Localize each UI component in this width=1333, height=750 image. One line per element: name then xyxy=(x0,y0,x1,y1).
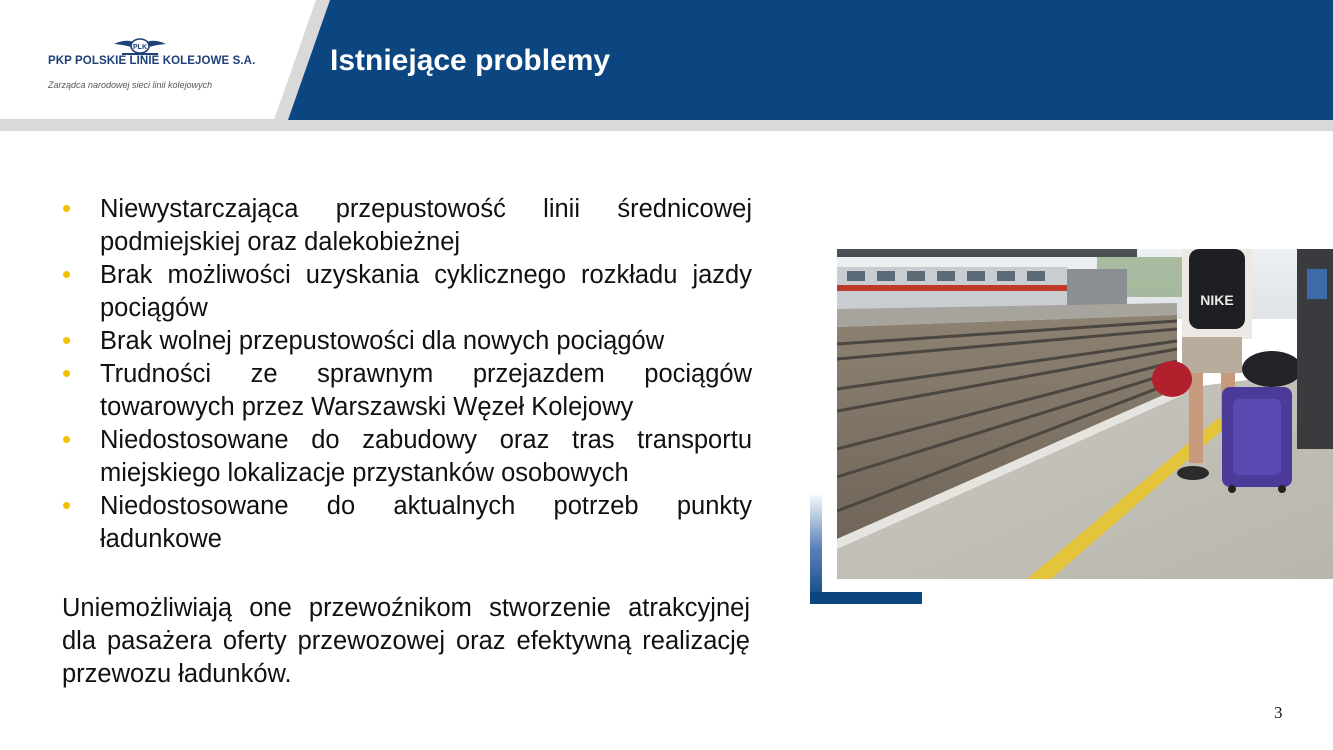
company-name: PKP POLSKIE LINIE KOLEJOWE S.A. xyxy=(48,55,256,67)
list-item-text: Trudności ze sprawnym przejazdem pociągów towarowych przez Warszawski Węzeł Kolejowy xyxy=(100,360,752,421)
header-gray-stripe xyxy=(0,119,1333,131)
problems-list xyxy=(62,193,752,556)
list-item-text: Niedostosowane do zabudowy oraz tras transportu miejskiego lokalizacje przystanków osobowych xyxy=(100,426,752,487)
bullet-icon: • xyxy=(62,325,72,355)
page-number: 3 xyxy=(1274,703,1283,722)
bullet-icon: • xyxy=(62,490,72,520)
list-item-text: Niedostosowane do aktualnych potrzeb punkty ładunkowe xyxy=(100,492,752,553)
page-title: Istniejące problemy xyxy=(330,44,611,77)
list-item-text: Niewystarczająca przepustowość linii średnicowej podmiejskiej oraz dalekobieżnej xyxy=(100,195,752,256)
list-item xyxy=(62,358,752,424)
list-item xyxy=(62,259,752,325)
emblem-text: PLK xyxy=(133,44,147,51)
bullet-icon: • xyxy=(62,358,72,388)
list-item xyxy=(62,490,752,556)
railway-platform-photo xyxy=(837,249,1333,579)
company-tagline: Zarządca narodowej sieci linii kolejowych xyxy=(48,80,213,90)
company-logo xyxy=(0,0,330,120)
bullet-icon: • xyxy=(62,259,72,289)
list-item xyxy=(62,424,752,490)
backpack-logo-text: NIKE xyxy=(1200,292,1234,308)
list-item xyxy=(62,325,752,358)
slide-header xyxy=(0,0,1333,131)
list-item xyxy=(62,193,752,259)
list-item-text: Brak możliwości uzyskania cyklicznego rozkładu jazdy pociągów xyxy=(100,261,752,322)
bullet-icon: • xyxy=(62,193,72,223)
summary-paragraph: Uniemożliwiają one przewoźnikom stworzenie atrakcyjnej dla pasażera oferty przewozowej oraz efektywną realizację przewozu ładunków. xyxy=(62,594,750,688)
bullet-icon: • xyxy=(62,424,72,454)
list-item-text: Brak wolnej przepustowości dla nowych pociągów xyxy=(100,327,665,355)
